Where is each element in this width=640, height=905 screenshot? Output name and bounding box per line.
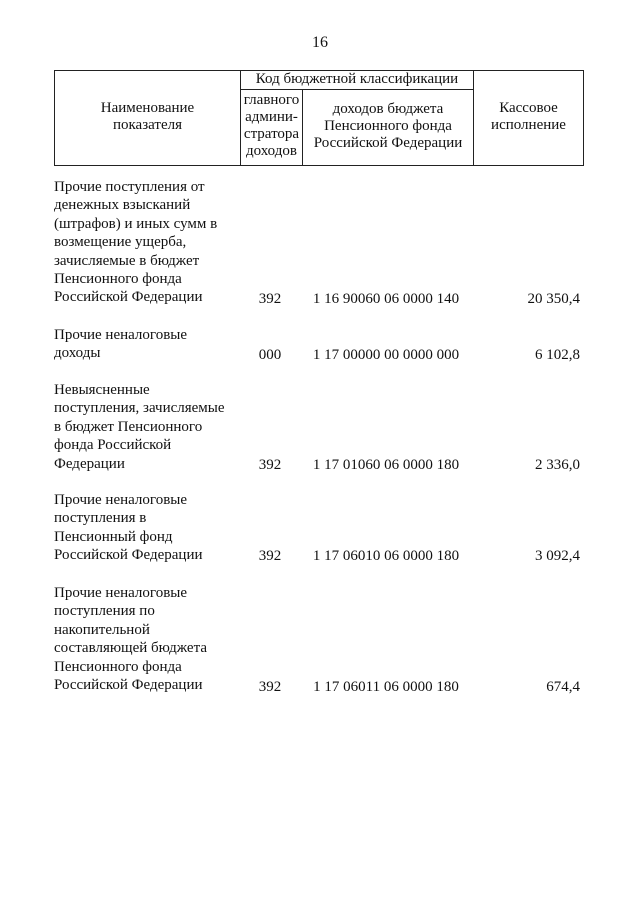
row-income-code: 1 17 06010 06 0000 180 <box>312 547 460 564</box>
row-admin-code: 000 <box>258 346 282 363</box>
row-admin-code: 392 <box>258 456 282 473</box>
row-name: Невыясненные поступления, зачисляемые в бюджет Пенсионного фонда Российской Федерации <box>54 382 225 472</box>
header-col-amount: Кассовое исполнение <box>491 100 566 133</box>
row-admin-code: 392 <box>258 547 282 564</box>
table-row <box>0 178 640 308</box>
header-border-bottom <box>54 165 584 166</box>
row-income-code: 1 17 01060 06 0000 180 <box>312 456 460 473</box>
header-col-name: Наименование показателя <box>100 100 195 133</box>
table-row <box>0 584 640 696</box>
row-name: Прочие неналоговые поступления по накопительной составляющей бюджета Пенсионного фонда Российской Федерации <box>54 585 207 694</box>
row-amount: 6 102,8 <box>535 346 580 363</box>
table-header <box>54 70 584 166</box>
row-income-code: 1 16 90060 06 0000 140 <box>312 290 460 307</box>
row-amount: 20 350,4 <box>527 290 580 307</box>
header-col-admin: главного админи- стратора доходов <box>243 92 300 159</box>
row-name: Прочие неналоговые поступления в Пенсионный фонд Российской Федерации <box>54 492 203 564</box>
row-income-code: 1 17 06011 06 0000 180 <box>313 678 459 695</box>
header-col-income: доходов бюджета Пенсионного фонда Российской Федерации <box>313 101 463 151</box>
row-admin-code: 392 <box>258 290 282 307</box>
table-row <box>0 326 640 364</box>
row-admin-code: 392 <box>258 678 282 695</box>
row-amount: 3 092,4 <box>535 547 580 564</box>
row-name: Прочие поступления от денежных взысканий (штрафов) и иных сумм в возмещение ущерба, зачисляемые в бюджет Пенсионного фонда Российской Федерации <box>54 179 218 306</box>
row-income-code: 1 17 00000 00 0000 000 <box>312 346 460 363</box>
page-number: 16 <box>312 34 328 51</box>
header-group-divider <box>240 89 473 90</box>
row-amount: 674,4 <box>546 678 580 695</box>
table-row <box>0 381 640 474</box>
row-amount: 2 336,0 <box>535 456 580 473</box>
header-border-right <box>583 70 584 166</box>
table-row <box>0 491 640 565</box>
header-group-title: Код бюджетной классификации <box>255 71 459 87</box>
row-name: Прочие неналоговые доходы <box>54 327 188 362</box>
